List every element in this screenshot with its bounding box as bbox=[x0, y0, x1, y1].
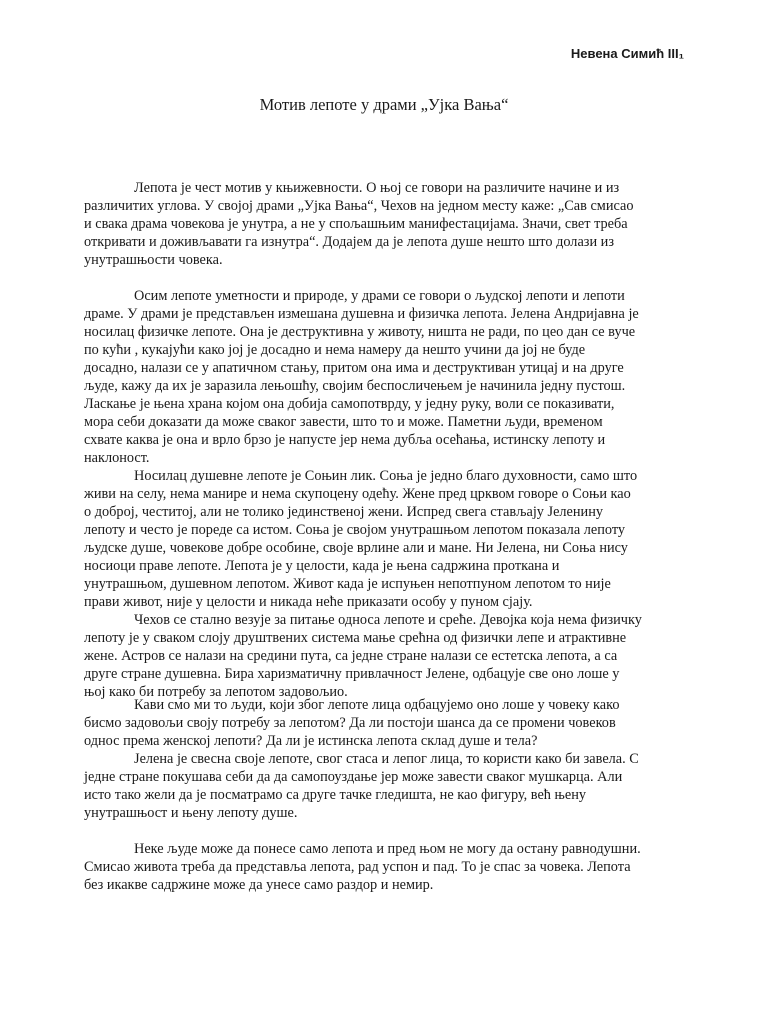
author-header: Невена Симић III₁ bbox=[570, 46, 684, 61]
paragraph-line: по кући , кукајући како јој је досадно и нема намеру да нешто учини да јој не буде bbox=[84, 342, 586, 358]
paragraph-line: мора себи доказати да може сваког завести, што то и може. Паметни људи, временом bbox=[84, 414, 603, 430]
paragraph-line: унутрашњом, душевном лепотом. Живот када је испуњен непотпуном лепотом то није bbox=[84, 576, 611, 592]
paragraph-line: различитих углова. У својој драми „Ујка Вања“, Чехов на једном месту каже: „Сав смисао bbox=[84, 198, 634, 214]
paragraph-line: лепоту и често је пореде са истом. Соња је својом унутрашњом лепотом показала лепоту bbox=[84, 522, 626, 538]
paragraph-line: једне стране покушава себи да да самопоуздање јер може завести сваког мушкарца. Али bbox=[84, 769, 623, 785]
paragraph-line: жене. Астров се налази на средини пута, са једне стране налази се естетска лепота, а са bbox=[84, 648, 618, 664]
paragraph-line: Носилац душевне лепоте је Соњин лик. Соња је једно благо духовности, само што bbox=[134, 468, 638, 484]
paragraph-line: без икакве садржине може да унесе само раздор и немир. bbox=[84, 877, 434, 893]
paragraph-line: унутрашњост и њену лепоту душе. bbox=[84, 805, 298, 821]
paragraph-line: и свака драма човекова је унутра, а не у спољашњим манифестацијама. Значи, свет треба bbox=[84, 216, 628, 232]
paragraph-line: бисмо задовољи своју потребу за лепотом? Да ли постоји шанса да се промени човеков bbox=[84, 715, 616, 731]
paragraph-line: лепоту је у сваком слоју друштвених система мање срећна од физички лепе и атрактивне bbox=[84, 630, 627, 646]
paragraph-line: унутрашњости човека. bbox=[84, 252, 223, 268]
paragraph-line: живи на селу, нема манире и нема скупоцену одећу. Жене пред црквом говоре о Соњи као bbox=[84, 486, 631, 502]
paragraph-line: прави живот, није у целости и никада неће приказати особу у пуном сјају. bbox=[84, 594, 533, 610]
paragraph-line: Осим лепоте уметности и природе, у драми се говори о људској лепоти и лепоти bbox=[134, 288, 625, 304]
paragraph-line: њој како би потребу за лепотом задовољио. bbox=[84, 684, 348, 700]
paragraph-line: наклоност. bbox=[84, 450, 150, 466]
paragraph-line: носиоци праве лепоте. Лепота је у целости, када је њена садржина проткана и bbox=[84, 558, 560, 574]
paragraph-line: досадно, налази се у апатичном стању, притом она има и деструктиван утицај и на друге bbox=[84, 360, 624, 376]
paragraph-line: носилац физичке лепоте. Она је деструктивна у животу, ништа не ради, по цео дан се вуче bbox=[84, 324, 636, 340]
paragraph-line: откривати и доживљавати га изнутра“. Додајем да је лепота душе нешто што долази из bbox=[84, 234, 614, 250]
paragraph-line: Чехов се стално везује за питање односа лепоте и среће. Девојка која нема физичку bbox=[134, 612, 642, 628]
paragraph-line: Јелена је свесна своје лепоте, свог стаса и лепог лица, то користи како би завела. С bbox=[134, 751, 639, 767]
paragraph-line: друге стране душевна. Бира харизматичну привлачност Јелене, одбацује све оно лоше у bbox=[84, 666, 620, 682]
paragraph-line: Неке људе може да понесе само лепота и пред њом не могу да остану равнодушни. bbox=[134, 841, 641, 857]
paragraph-line: однос према женској лепоти? Да ли је истинска лепота склад душе и тела? bbox=[84, 733, 538, 749]
paragraph-line: схвате каква је она и врло брзо је напусте јер нема дубља осећања, истинску лепоту и bbox=[84, 432, 606, 448]
paragraph-line: људе, кажу да их је заразила лењошћу, својим беспосличењем је начинила једну пустош. bbox=[84, 378, 626, 394]
paragraph-line: људске душе, човекове добре особине, своје врлине али и мане. Ни Јелена, ни Соња нису bbox=[84, 540, 628, 556]
paragraph-line: Лепота је чест мотив у књижевности. О њој се говори на различите начине и из bbox=[134, 180, 620, 196]
paragraph-line: исто тако жели да је посматрамо са друге тачке гледишта, не као фигуру, већ њену bbox=[84, 787, 587, 803]
paragraph-line: Смисао живота треба да представља лепота, рад успон и пад. То је спас за човека. Лепота bbox=[84, 859, 631, 875]
document-title: Мотив лепоте у драми „Ујка Вања“ bbox=[259, 95, 509, 114]
paragraph-line: Кави смо ми то људи, који због лепоте лица одбацујемо оно лоше у човеку како bbox=[134, 697, 620, 713]
paragraph-line: о доброј, честитој, али не толико јединственој жени. Испред свега стављају Јеленину bbox=[84, 504, 604, 520]
paragraph-line: драме. У драми је представљен измешана душевна и физичка лепота. Јелена Андријавна је bbox=[84, 306, 639, 322]
paragraph-line: Ласкање је њена храна којом она добија самопотврду, у једну руку, воли се показивати, bbox=[84, 396, 615, 412]
